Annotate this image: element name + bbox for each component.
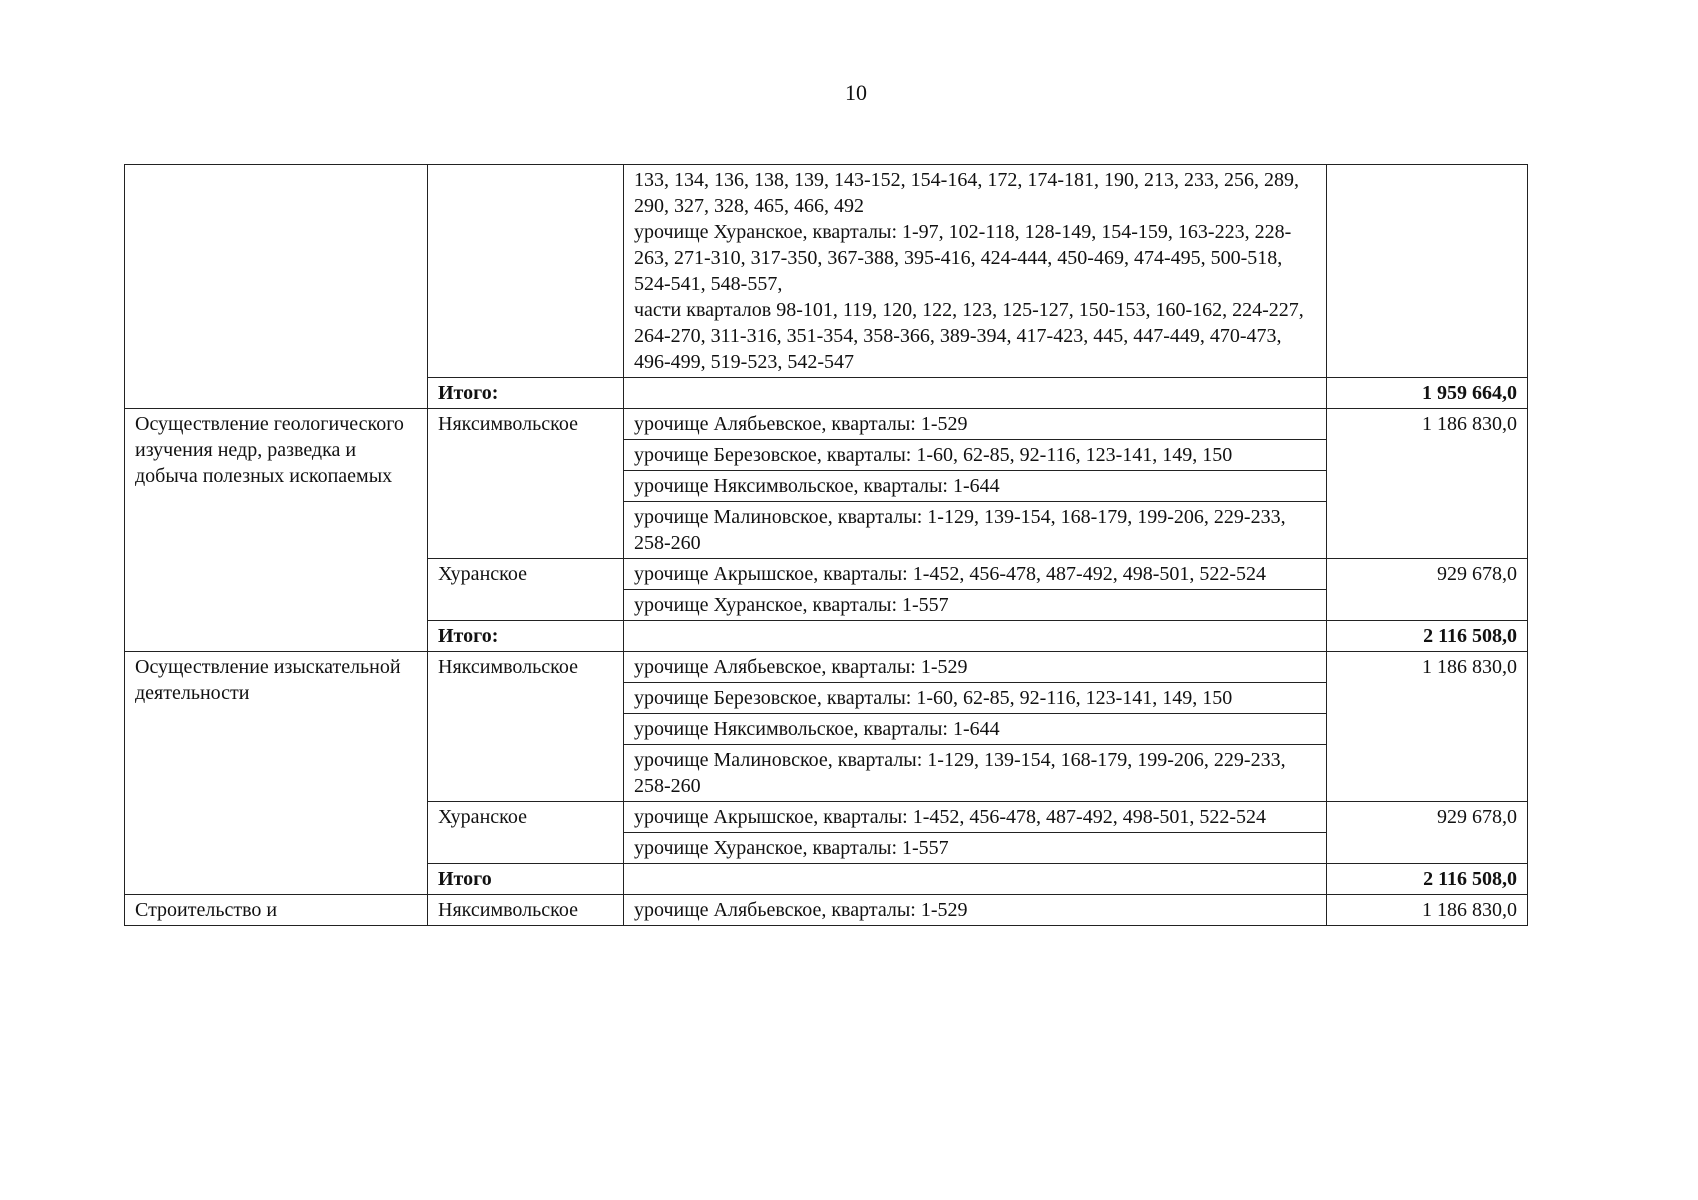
parcel-cell: урочище Березовское, кварталы: 1-60, 62-85, 92-116, 123-141, 149, 150 <box>624 683 1327 714</box>
page-number: 10 <box>845 80 867 105</box>
parcel-cell: урочище Алябьевское, кварталы: 1-529 <box>624 409 1327 440</box>
parcel-cell: урочище Алябьевское, кварталы: 1-529 <box>624 652 1327 683</box>
total-parcel-empty <box>624 378 1327 409</box>
total-label: Итого <box>428 864 624 895</box>
total-parcel-empty <box>624 621 1327 652</box>
amount-cell: 929 678,0 <box>1327 802 1528 864</box>
parcel-cell: урочище Малиновское, кварталы: 1-129, 139-154, 168-179, 199-206, 229-233, 258-260 <box>624 745 1327 802</box>
parcel-cell: урочище Березовское, кварталы: 1-60, 62-85, 92-116, 123-141, 149, 150 <box>624 440 1327 471</box>
activity-cell: Осуществление геологического изучения недр, разведка и добыча полезных ископаемых <box>125 409 428 652</box>
activity-cell: Осуществление изыскательной деятельности <box>125 652 428 895</box>
total-amount: 2 116 508,0 <box>1327 864 1528 895</box>
parcel-cell: урочище Няксимвольское, кварталы: 1-644 <box>624 714 1327 745</box>
parcel-cell: урочище Акрышское, кварталы: 1-452, 456-478, 487-492, 498-501, 522-524 <box>624 802 1327 833</box>
table-row <box>125 895 1528 926</box>
table-row <box>125 165 1528 378</box>
parcel-cell: урочище Хуранское, кварталы: 1-557 <box>624 833 1327 864</box>
parcel-cell <box>624 165 1327 378</box>
amount-cell: 1 186 830,0 <box>1327 895 1528 926</box>
parcel-cell: урочище Няксимвольское, кварталы: 1-644 <box>624 471 1327 502</box>
forestry-cell: Хуранское <box>428 559 624 621</box>
amount-cell: 1 186 830,0 <box>1327 652 1528 802</box>
amount-cell: 929 678,0 <box>1327 559 1528 621</box>
forestry-cell: Няксимвольское <box>428 652 624 802</box>
total-amount: 1 959 664,0 <box>1327 378 1528 409</box>
table-row <box>125 409 1528 440</box>
activity-cell-empty <box>125 165 428 409</box>
parcel-cell: урочище Хуранское, кварталы: 1-557 <box>624 590 1327 621</box>
allocation-table <box>124 164 1528 926</box>
total-amount: 2 116 508,0 <box>1327 621 1528 652</box>
activity-cell: Строительство и <box>125 895 428 926</box>
parcel-text: 133, 134, 136, 138, 139, 143-152, 154-164, 172, 174-181, 190, 213, 233, 256, 289, 290, 327, 328, 465, 466, 492 <box>634 169 1299 217</box>
forestry-cell: Няксимвольское <box>428 895 624 926</box>
amount-cell: 1 186 830,0 <box>1327 409 1528 559</box>
total-label: Итого: <box>428 378 624 409</box>
amount-cell-empty <box>1327 165 1528 378</box>
parcel-text: части кварталов 98-101, 119, 120, 122, 123, 125-127, 150-153, 160-162, 224-227, 264-270, 311-316, 351-354, 358-366, 389-394, 417-423, 445, 447-449, 470-473, 496-499, 519-523, 542-547 <box>634 299 1304 373</box>
total-label: Итого: <box>428 621 624 652</box>
parcel-cell: урочище Акрышское, кварталы: 1-452, 456-478, 487-492, 498-501, 522-524 <box>624 559 1327 590</box>
forestry-cell-empty <box>428 165 624 378</box>
parcel-cell: урочище Малиновское, кварталы: 1-129, 139-154, 168-179, 199-206, 229-233, 258-260 <box>624 502 1327 559</box>
parcel-cell: урочище Алябьевское, кварталы: 1-529 <box>624 895 1327 926</box>
parcel-text: урочище Хуранское, кварталы: 1-97, 102-118, 128-149, 154-159, 163-223, 228-263, 271-310, 317-350, 367-388, 395-416, 424-444, 450-469, 474-495, 500-518, 524-541, 548-557, <box>634 221 1292 295</box>
table-row <box>125 652 1528 683</box>
total-parcel-empty <box>624 864 1327 895</box>
forestry-cell: Няксимвольское <box>428 409 624 559</box>
forestry-cell: Хуранское <box>428 802 624 864</box>
